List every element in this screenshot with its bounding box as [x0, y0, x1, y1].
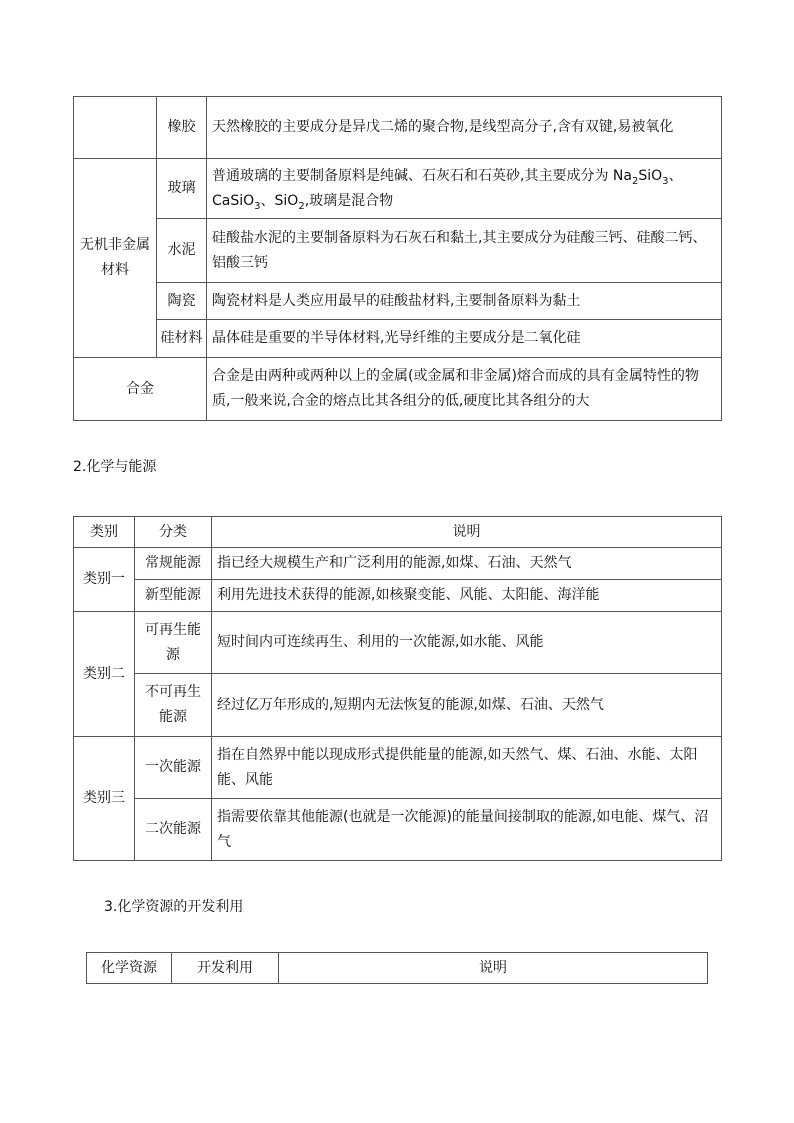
table-row	[74, 219, 722, 283]
subscript: 3	[254, 200, 261, 212]
column-header: 开发利用	[172, 953, 279, 984]
category-cell: 类别三	[74, 737, 135, 861]
table-row	[74, 159, 722, 219]
desc-text: SiO	[638, 167, 663, 184]
category-cell: 无机非金属材料	[74, 159, 157, 358]
table-row	[74, 320, 722, 358]
column-header: 分类	[135, 517, 212, 548]
description-cell: 经过亿万年形成的,短期内无法恢复的能源,如煤、石油、天然气	[212, 674, 722, 737]
subcategory-cell: 常规能源	[135, 548, 212, 580]
column-header: 说明	[279, 953, 708, 984]
subcategory-cell: 硅材料	[157, 320, 207, 358]
category-cell: 合金	[74, 358, 207, 421]
subcategory-cell: 不可再生能源	[135, 674, 212, 737]
table-row	[74, 612, 722, 674]
resources-table	[86, 952, 708, 984]
description-cell: 天然橡胶的主要成分是异戊二烯的聚合物,是线型高分子,含有双键,易被氧化	[207, 97, 722, 159]
subcategory-cell: 水泥	[157, 219, 207, 283]
subcategory-cell: 玻璃	[157, 159, 207, 219]
desc-text: 、CaSiO	[212, 167, 683, 209]
subscript: 2	[631, 175, 639, 187]
category-cell: 类别一	[74, 548, 135, 612]
description-cell: 指在自然界中能以现成形式提供能量的能源,如天然气、煤、石油、水能、太阳能、风能	[212, 737, 722, 799]
category-cell	[74, 97, 157, 159]
description-cell: 合金是由两种或两种以上的金属(或金属和非金属)熔合而成的具有金属特性的物质,一般来说,合金的熔点比其各组分的低,硬度比其各组分的大	[207, 358, 722, 421]
table-header-row	[87, 953, 708, 984]
table-row	[74, 674, 722, 737]
table-row	[74, 799, 722, 861]
category-cell: 类别二	[74, 612, 135, 737]
subcategory-cell: 可再生能源	[135, 612, 212, 674]
description-cell: 指已经大规模生产和广泛利用的能源,如煤、石油、天然气	[212, 548, 722, 580]
description-cell: 硅酸盐水泥的主要制备原料为石灰石和黏土,其主要成分为硅酸三钙、硅酸二钙、铝酸三钙	[207, 219, 722, 283]
table-row	[74, 358, 722, 421]
column-header: 说明	[212, 517, 722, 548]
description-cell: 陶瓷材料是人类应用最早的硅酸盐材料,主要制备原料为黏土	[207, 283, 722, 320]
section-heading: 2.化学与能源	[73, 459, 157, 475]
description-cell	[207, 159, 722, 219]
section-heading: 3.化学资源的开发利用	[104, 899, 244, 915]
subcategory-cell: 二次能源	[135, 799, 212, 861]
desc-text: 普通玻璃的主要制备原料是纯碱、石灰石和石英砂,其主要成分为 Na	[212, 167, 632, 184]
desc-text: ,玻璃是混合物	[304, 192, 394, 209]
column-header: 化学资源	[87, 953, 172, 984]
table-row	[74, 97, 722, 159]
desc-text: 、SiO	[260, 192, 299, 209]
table-row	[74, 283, 722, 320]
materials-table	[73, 96, 722, 421]
description-cell: 晶体硅是重要的半导体材料,光导纤维的主要成分是二氧化硅	[207, 320, 722, 358]
table-header-row	[74, 517, 722, 548]
subcategory-cell: 新型能源	[135, 580, 212, 612]
description-cell: 短时间内可连续再生、利用的一次能源,如水能、风能	[212, 612, 722, 674]
table-row	[74, 737, 722, 799]
column-header: 类别	[74, 517, 135, 548]
description-cell: 指需要依靠其他能源(也就是一次能源)的能量间接制取的能源,如电能、煤气、沼气	[212, 799, 722, 861]
description-cell: 利用先进技术获得的能源,如核聚变能、风能、太阳能、海洋能	[212, 580, 722, 612]
subcategory-cell: 一次能源	[135, 737, 212, 799]
table-row	[74, 548, 722, 580]
subscript: 2	[298, 200, 305, 212]
table-row	[74, 580, 722, 612]
subscript: 3	[662, 175, 669, 187]
energy-table	[73, 516, 722, 861]
subcategory-cell: 橡胶	[157, 97, 207, 159]
subcategory-cell: 陶瓷	[157, 283, 207, 320]
